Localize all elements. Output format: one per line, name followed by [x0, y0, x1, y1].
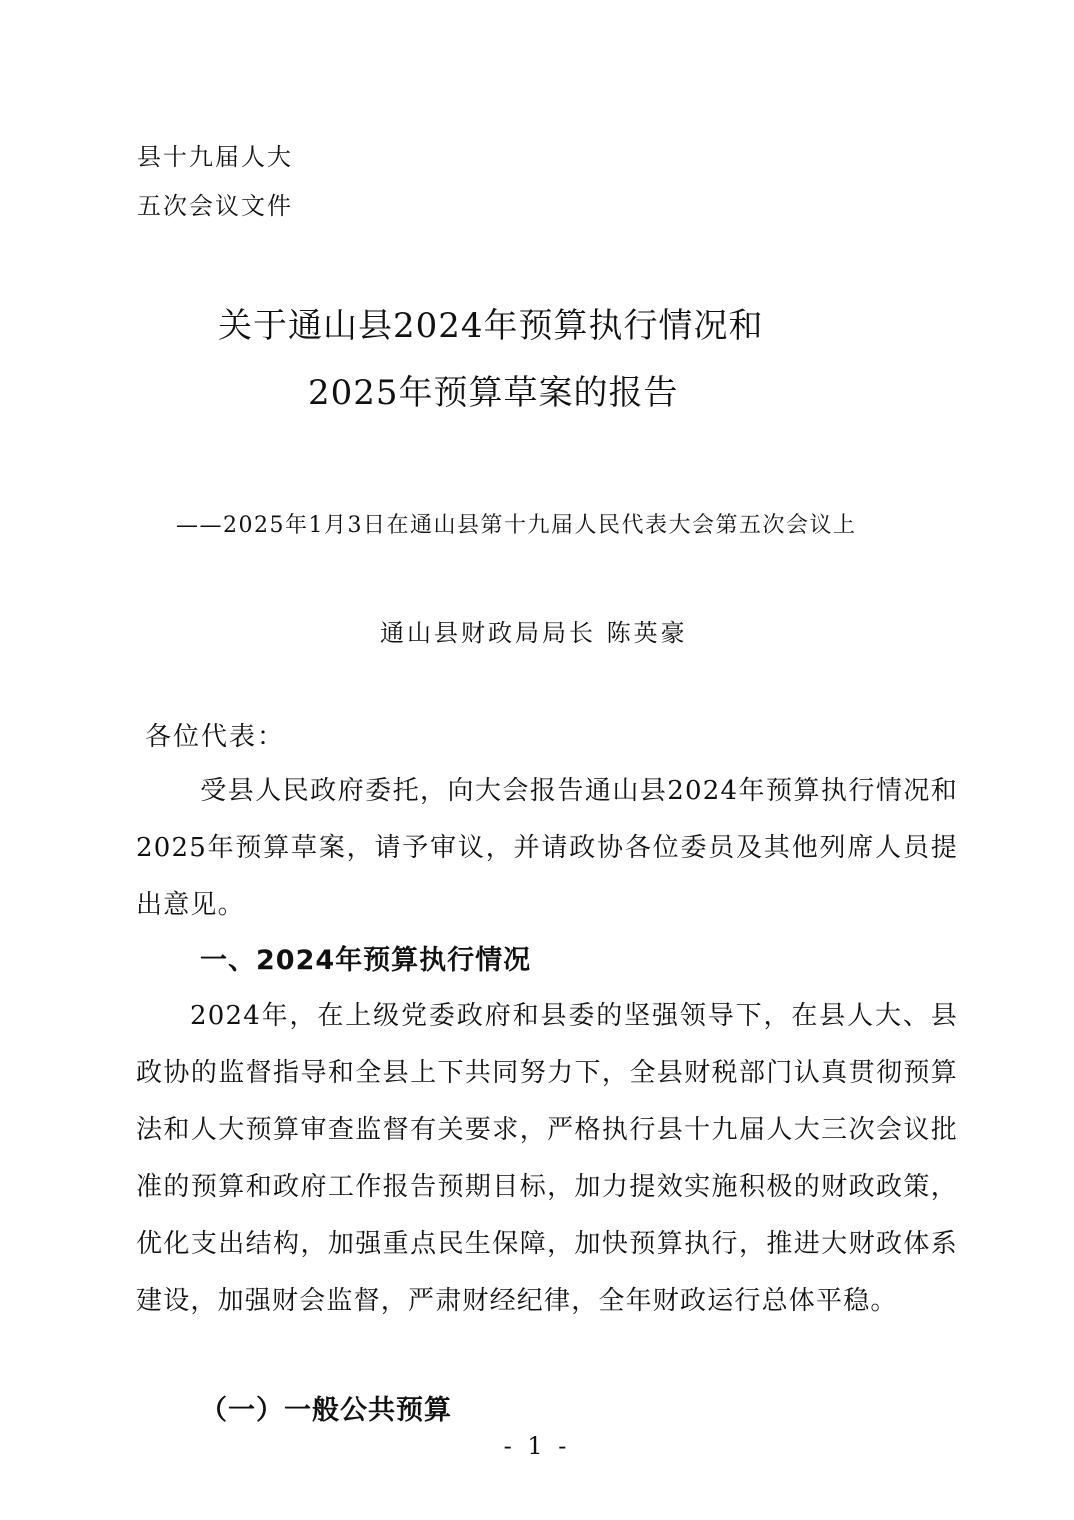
intro-paragraph: [136, 763, 958, 934]
subsection-heading-1: （一）一般公共预算: [200, 1395, 452, 1426]
report-subtitle: ——2025年1月3日在通山县第十九届人民代表大会第五次会议上: [176, 513, 857, 538]
section-heading-1: 一、2024年预算执行情况: [200, 945, 532, 976]
salutation: 各位代表：: [145, 722, 286, 752]
section-1-paragraph-text: 2024年，在上级党委政府和县委的坚强领导下，在县人大、县政协的监督指导和全县上下共同努力下，全县财税部门认真贯彻预算法和人大预算审查监督有关要求，严格执行县十九届人大三次会议批准的预算和政府工作报告预期目标，加力提效实施积极的财政政策，优化支出结构，加强重点民生保障，加快预算执行，推进大财政体系建设，加强财会监督，严肃财经纪律，全年财政运行总体平稳。: [136, 1001, 958, 1316]
document-label-line-2: 五次会议文件: [137, 192, 293, 220]
document-label-line-1: 县十九届人大: [137, 143, 293, 171]
section-1-paragraph: [136, 988, 958, 1330]
report-author: 通山县财政局局长 陈英豪: [380, 619, 688, 647]
report-title-line-2: 2025年预算草案的报告: [308, 373, 679, 413]
page-number: - 1 -: [503, 1432, 571, 1460]
report-title-line-1: 关于通山县2024年预算执行情况和: [218, 306, 764, 346]
intro-paragraph-text: 受县人民政府委托，向大会报告通山县2024年预算执行情况和2025年预算草案，请予审议，并请政协各位委员及其他列席人员提出意见。: [136, 776, 958, 920]
